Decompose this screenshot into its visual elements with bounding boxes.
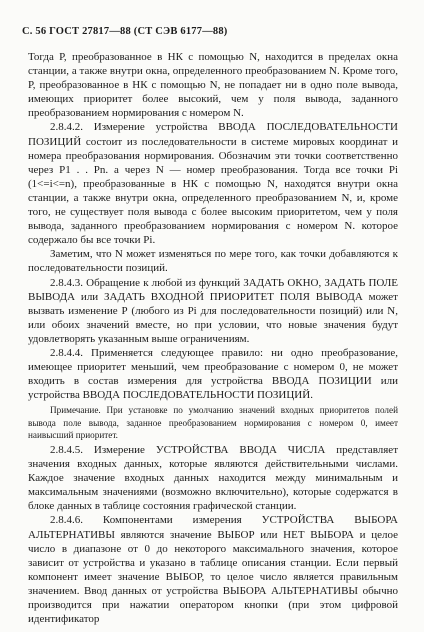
paragraph-2-8-4-5: 2.8.4.5. Измерение УСТРОЙСТВА ВВОДА ЧИСЛА представляет значения входных данных, которые являются действительными числами. Каждое значение входных данных находится между минимальным и максимальным значениями (возможно включительно), которые содержатся в блоке данных в таблице состояния графической станции. bbox=[28, 443, 398, 513]
paragraph-2-8-4-6: 2.8.4.6. Компонентами измерения УСТРОЙСТВА ВЫБОРА АЛЬТЕРНАТИВЫ являются значение ВЫБОР или НЕТ ВЫБОРА и целое число в диапазоне от 0 до некоторого максимального значения, которое зависит от устройства и указано в таблице описания станции. Если первый компонент имеет значение ВЫБОР, то целое число является правильным значением. Ввод данных от устройства ВЫБОРА АЛЬТЕРНАТИВЫ обычно производится при нажатии оператором кнопки (при этом цифровой идентификатор bbox=[28, 514, 398, 626]
paragraph-2-8-4-3: 2.8.4.3. Обращение к любой из функций ЗАДАТЬ ОКНО, ЗАДАТЬ ПОЛЕ ВЫВОДА или ЗАДАТЬ ВХОДНОЙ ПРИОРИТЕТ ПОЛЯ ВЫВОДА может вызвать изменение Р (любого из Рi для последовательности позиций) или N, или обоих значений вместе, но при условии, что новые значения будут удовлетворять указанным выше ограничениям. bbox=[28, 276, 398, 345]
paragraph-note: Примечание. При установке по умолчанию значений входных приоритетов полей вывода поле вывода, заданное преобразованием нормирования с номером 0, имеет наивысший приоритет. bbox=[28, 405, 398, 440]
paragraph-2-8-4-2: 2.8.4.2. Измерение устройства ВВОДА ПОСЛЕДОВАТЕЛЬНОСТИ ПОЗИЦИЙ состоит из последовательности в системе мировых координат и номера преобразования нормирования. Обозначим эти точки соответственно через Р1 . . Рn. а через N — номер преобразования. Тогда все точки Рi (1<=i<=n), преобразованные в НК с помощью N, находятся внутри окна станции, а также внутри окна, определенного преобразованием N, и, кроме того, не существует поля вывода с более высоким приоритетом, чем у поля вывода, заданного преобразованием нормирования с номером N. которое содержало бы все точки Рi. bbox=[28, 121, 398, 247]
paragraph-continuation: Тогда Р, преобразованное в НК с помощью N, находится в пределах окна станции, а также внутри окна, определенного преобразованием N. Кроме того, Р, преобразованное в НК с помощью N, не попадает ни в одно поле вывода, имеющих приоритет более высокий, чем у поля вывода, заданного преобразованием нормирования с номером N. bbox=[28, 51, 398, 120]
page-header: С. 56 ГОСТ 27817—88 (СТ СЭВ 6177—88) bbox=[22, 26, 228, 37]
paragraph-remark: Заметим, что N может изменяться по мере того, как точки добавляются к последовательности позиций. bbox=[28, 248, 398, 275]
paragraph-2-8-4-4: 2.8.4.4. Применяется следующее правило: ни одно преобразование, имеющее приоритет меньший, чем преобразование с номером 0, не может входить в состав измерения для устройства ВВОДА ПОЗИЦИИ или устройства ВВОДА ПОСЛЕДОВАТЕЛЬНОСТИ ПОЗИЦИЙ. bbox=[28, 346, 398, 402]
body-text bbox=[28, 50, 398, 626]
